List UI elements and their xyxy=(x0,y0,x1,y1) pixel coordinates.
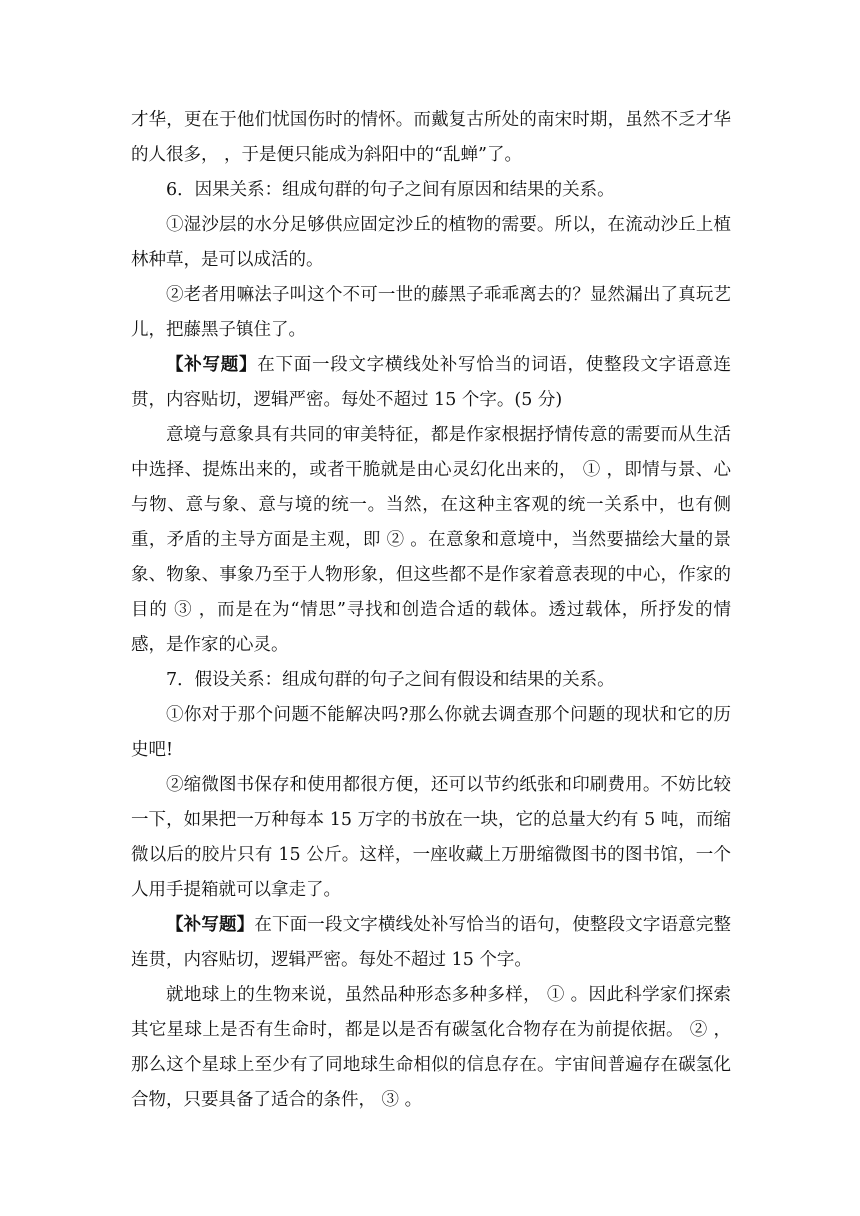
paragraph-exercise-2-passage: 就地球上的生物来说，虽然品种形态多种多样， ① 。因此科学家们探索其它星球上是否有生命时，都是以是否有碳氢化合物存在为前提依据。 ② ，那么这个星球上至少有了同地球生命相似的信息存在。宇宙间普遍存在碳氢化合物，只要具备了适合的条件， ③ 。 xyxy=(131,985,731,1110)
paragraph-hypothesis-example-1: ①你对于那个问题不能解决吗?那么你就去调查那个问题的现状和它的历史吧! xyxy=(131,705,731,760)
paragraph-hypothesis-example-2: ②缩微图书保存和使用都很方便，还可以节约纸张和印刷费用。不妨比较一下，如果把一万种每本 15 万字的书放在一块，它的总量大约有 5 吨，而缩微以后的胶片只有 15 公斤。这样，一座收藏上万册缩微图书的图书馆，一个人用手提箱就可以拿走了。 xyxy=(131,775,731,900)
exercise-instructions-text: 在下面一段文字横线处补写恰当的语句，使整段文字语意完整连贯，内容贴切，逻辑严密。每处不超过 15 个字。 xyxy=(131,915,732,970)
exercise-instructions-text: 在下面一段文字横线处补写恰当的词语，使整段文字语意连贯，内容贴切，逻辑严密。每处不超过 15 个字。(5 分) xyxy=(131,355,731,410)
exercise-label: 【补写题】 xyxy=(166,355,258,375)
exercise-label: 【补写题】 xyxy=(166,915,255,935)
paragraph-causal-example-2: ②老者用嘛法子叫这个不可一世的藤黑子乖乖离去的？显然漏出了真玩艺儿，把藤黑子镇住了。 xyxy=(131,285,731,340)
paragraph-continuation: 才华，更在于他们忧国伤时的情怀。而戴复古所处的南宋时期，虽然不乏才华的人很多， ，于是便只能成为斜阳中的“乱蝉”了。 xyxy=(131,110,731,165)
paragraph-exercise-1-passage: 意境与意象具有共同的审美特征，都是作家根据抒情传意的需要而从生活中选择、提炼出来的，或者干脆就是由心灵幻化出来的， ① ，即情与景、心与物、意与象、意与境的统一。当然，在这种主客观的统一关系中，也有侧重，矛盾的主导方面是主观，即 ② 。在意象和意境中，当然要描绘大量的景象、物象、事象乃至于人物形象，但这些都不是作家着意表现的中心，作家的目的 ③ ，而是在为“情思”寻找和创造合适的载体。透过载体，所抒发的情感，是作家的心灵。 xyxy=(131,425,731,655)
paragraph-hypothesis-heading: 7．假设关系：组成句群的句子之间有假设和结果的关系。 xyxy=(166,670,615,690)
paragraph-exercise-1-instructions xyxy=(131,348,731,418)
paragraph-exercise-2-instructions xyxy=(131,908,731,978)
document-body xyxy=(131,103,731,1118)
paragraph-causal-example-1: ①湿沙层的水分足够供应固定沙丘的植物的需要。所以，在流动沙丘上植林种草，是可以成活的。 xyxy=(131,215,731,270)
paragraph-causal-heading: 6．因果关系：组成句群的句子之间有原因和结果的关系。 xyxy=(166,180,615,200)
